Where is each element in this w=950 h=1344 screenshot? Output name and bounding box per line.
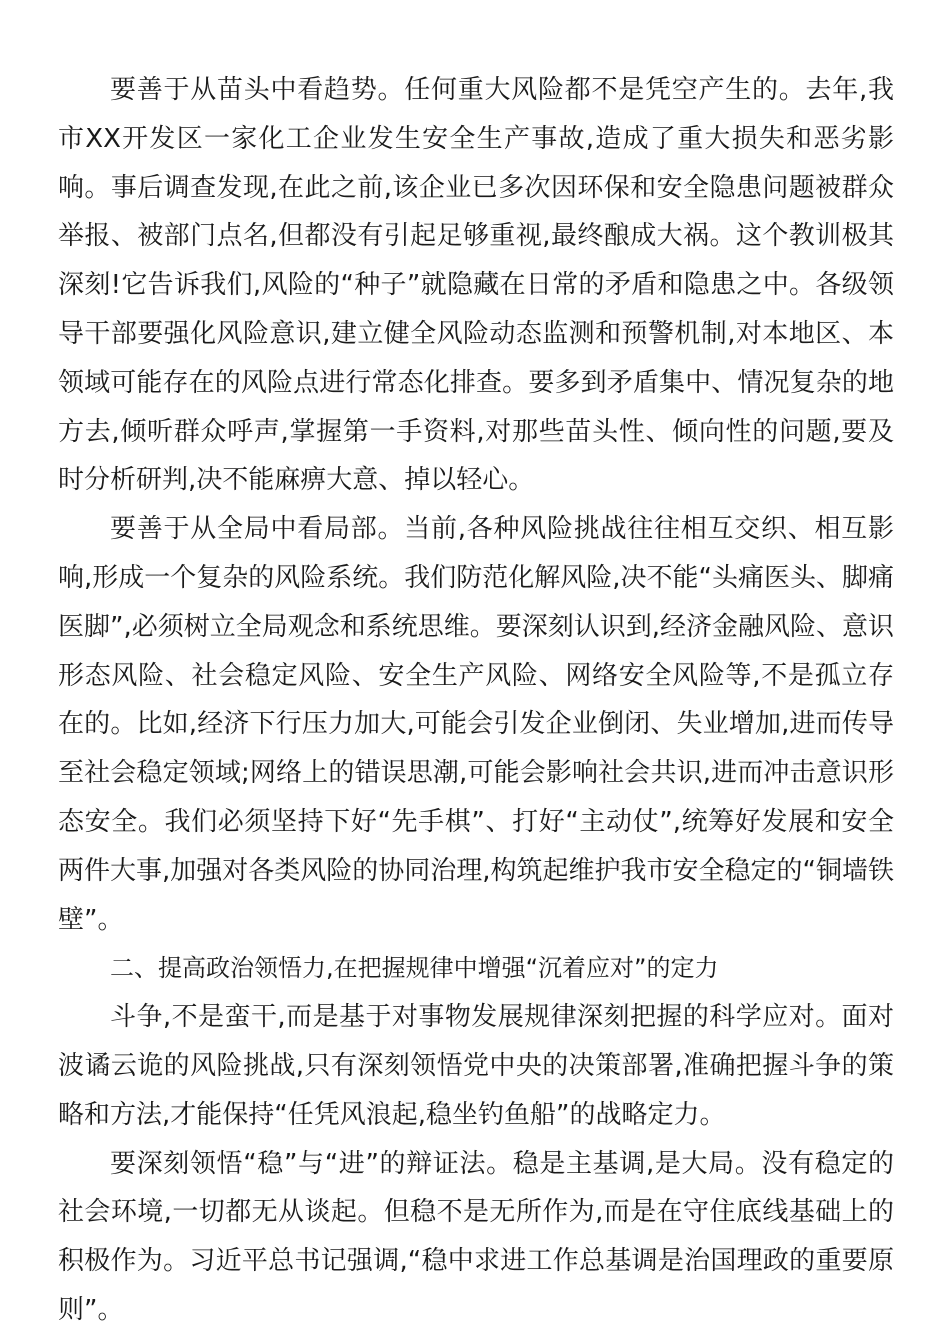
paragraph-overall-view: 要善于从全局中看局部。当前,各种风险挑战往往相互交织、相互影响,形成一个复杂的风险系统。我们防范化解风险,决不能“头痛医头、脚痛医脚”,必须树立全局观念和系统思维。要深刻认识到,经济金融风险、意识形态风险、社会稳定风险、安全生产风险、网络安全风险等,不是孤立存在的。比如,经济下行压力加大,可能会引发企业倒闭、失业增加,进而传导至社会稳定领域;网络上的错误思潮,可能会影响社会共识,进而冲击意识形态安全。我们必须坚持下好“先手棋”、打好“主动仗”,统筹好发展和安全两件大事,加强对各类风险的协同治理,构筑起维护我市安全稳定的“铜墙铁壁”。 [58, 514, 894, 935]
paragraph-stability-progress: 要深刻领悟“稳”与“进”的辩证法。稳是主基调,是大局。没有稳定的社会环境,一切都无从谈起。但稳不是无所作为,而是在守住底线基础上的积极作为。习近平总书记强调,“稳中求进工作总基调是治国理政的重要原则”。 [58, 1148, 894, 1325]
paragraph-risk-trends: 要善于从苗头中看趋势。任何重大风险都不是凭空产生的。去年,我市XX开发区一家化工企业发生安全生产事故,造成了重大损失和恶劣影响。事后调查发现,在此之前,该企业已多次因环保和安全隐患问题被群众举报、被部门点名,但都没有引起足够重视,最终酿成大祸。这个教训极其深刻!它告诉我们,风险的“种子”就隐藏在日常的矛盾和隐患之中。各级领导干部要强化风险意识,建立健全风险动态监测和预警机制,对本地区、本领域可能存在的风险点进行常态化排查。要多到矛盾集中、情况复杂的地方去,倾听群众呼声,掌握第一手资料,对那些苗头性、倾向性的问题,要及时分析研判,决不能麻痹大意、掉以轻心。 [58, 75, 894, 496]
document-page [58, 66, 894, 1335]
paragraph-struggle: 斗争,不是蛮干,而是基于对事物发展规律深刻把握的科学应对。面对波谲云诡的风险挑战,只有深刻领悟党中央的决策部署,准确把握斗争的策略和方法,才能保持“任凭风浪起,稳坐钓鱼船”的战略定力。 [58, 1002, 894, 1130]
section-heading: 二、提高政治领悟力,在把握规律中增强“沉着应对”的定力 [110, 954, 719, 983]
